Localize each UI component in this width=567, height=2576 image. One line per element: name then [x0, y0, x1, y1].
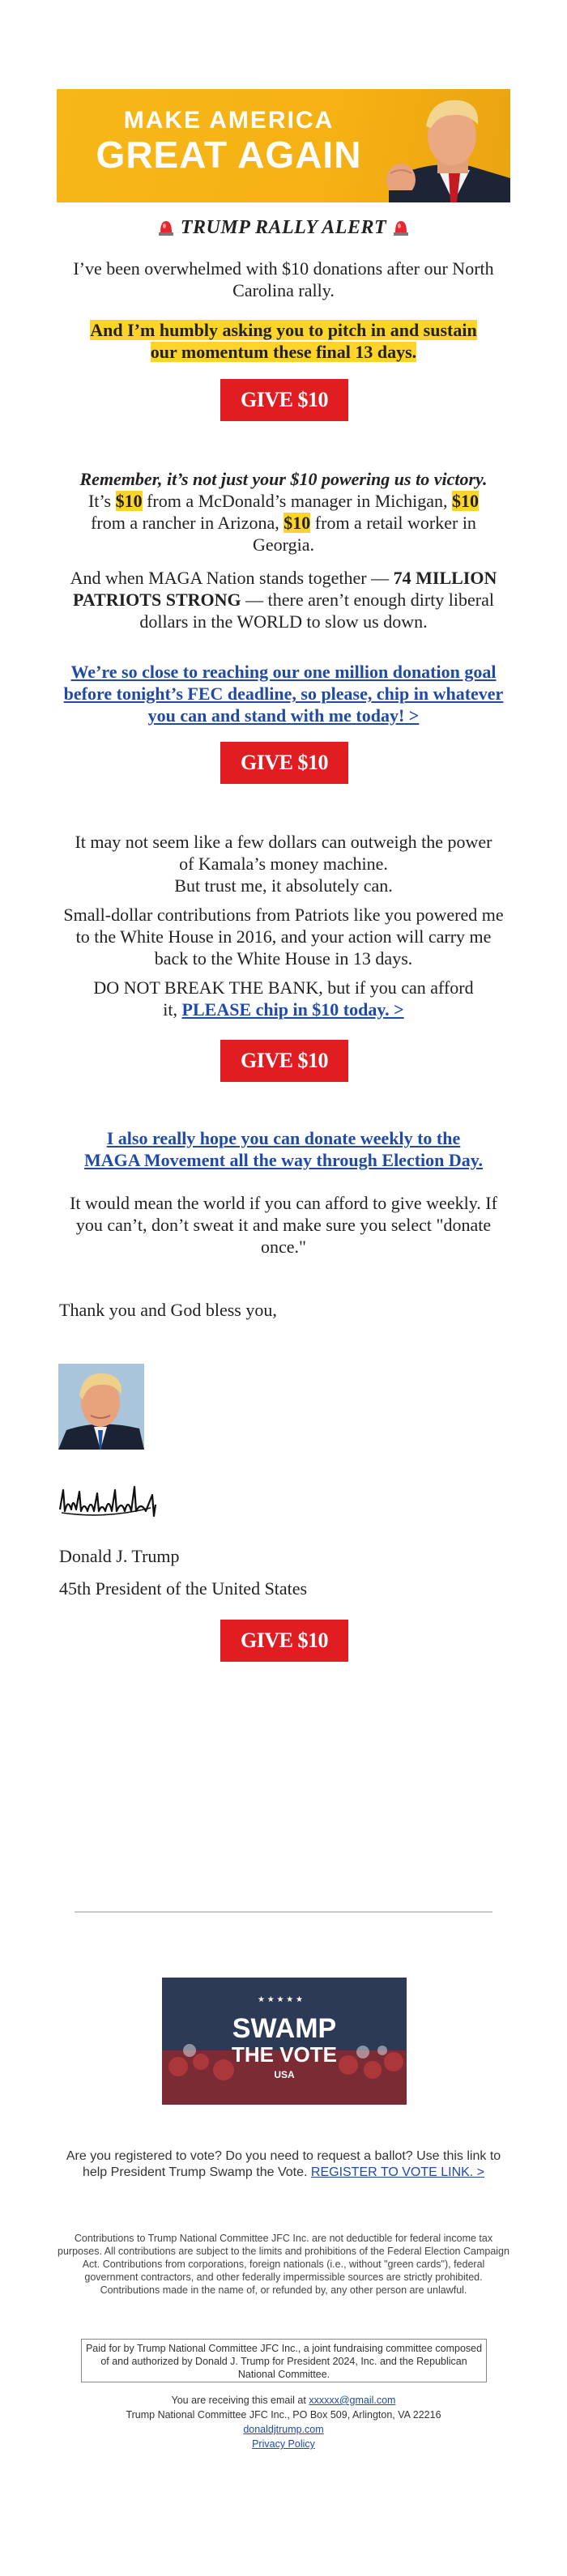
footer-divider — [75, 1911, 492, 1913]
give-weekly-paragraph: It would mean the world if you can afford to give weekly. If you can’t, don’t sweat it and make sure you select "donate once." — [70, 1193, 497, 1257]
swamp-text-line2: THE VOTE — [231, 2042, 338, 2067]
from-retail-text: from a retail worker in Georgia. — [253, 513, 476, 555]
siren-icon — [158, 218, 174, 236]
website-link[interactable]: donaldjtrump.com — [243, 2424, 324, 2435]
amount-highlight: $10 — [452, 491, 480, 511]
receiving-text: You are receiving this email at — [171, 2395, 309, 2406]
donor-examples-paragraph — [57, 490, 510, 556]
dont-break-bank-text: DO NOT BREAK THE BANK, but if you can afford it, — [93, 977, 474, 1020]
siren-icon — [393, 218, 409, 236]
its-text: It’s — [87, 491, 116, 511]
give-10-button[interactable]: GIVE $10 — [220, 379, 348, 421]
register-to-vote-paragraph — [57, 2148, 510, 2181]
dont-break-bank-paragraph — [57, 977, 510, 1020]
privacy-policy-link[interactable]: Privacy Policy — [252, 2438, 315, 2450]
trump-portrait-image — [356, 89, 510, 202]
swamp-text-line3: USA — [274, 2069, 295, 2080]
recipient-email-link[interactable]: xxxxxx@gmail.com — [309, 2395, 396, 2406]
register-to-vote-link[interactable]: REGISTER TO VOTE LINK. > — [310, 2165, 485, 2179]
kamala-text: It may not seem like a few dollars can outweigh the power of Kamala’s money machine. — [75, 832, 492, 874]
small-dollar-paragraph: Small-dollar contributions from Patriots like you powered me to the White House in 2016, and your action will carry me back to the White House in 13 days. — [63, 905, 504, 969]
hero-line1: MAKE AMERICA — [123, 107, 335, 134]
signoff-title: 45th President of the United States — [59, 1578, 308, 1599]
intro-highlight-text: And I’m humbly asking you to pitch in and sustain our momentum these final 13 days. — [90, 320, 477, 362]
signoff-name: Donald J. Trump — [59, 1546, 180, 1566]
maga-nation-text-end: — there aren’t enough dirty liberal dollars in the WORLD to slow us down. — [139, 590, 494, 632]
contact-info — [57, 2393, 510, 2451]
remember-heading: Remember, it’s not just your $10 powering us to victory. — [79, 469, 488, 489]
trump-headshot-image — [58, 1364, 144, 1450]
donation-goal-paragraph — [57, 661, 510, 726]
rally-alert-title — [57, 217, 510, 239]
svg-text:★ ★ ★ ★ ★: ★ ★ ★ ★ ★ — [258, 1995, 303, 2004]
chip-in-link[interactable]: PLEASE chip in $10 today. > — [181, 999, 404, 1020]
from-rancher-text: from a rancher in Arizona, — [91, 513, 284, 533]
amount-highlight: $10 — [115, 491, 143, 511]
paid-for-box: Paid for by Trump National Committee JFC Inc., a joint fundraising committee composed of and authorized by Donald J. Trump for President 2024, Inc. and the Republican National Committee. — [81, 2339, 487, 2382]
kamala-paragraph — [57, 831, 510, 896]
give-10-button[interactable]: GIVE $10 — [220, 742, 348, 784]
donation-goal-link[interactable]: We’re so close to reaching our one million donation goal before tonight’s FEC deadline, so please, chip in whatever you can and stand with me today! > — [63, 662, 504, 726]
legal-disclaimer: Contributions to Trump National Committee JFC Inc. are not deductible for federal income tax purposes. All contributions are subject to the limits and prohibitions of the Federal Election Campaign Act. Contributions from corporations, foreign nationals (i.e., without "green cards"), federal government contractors, and other federally impermissible sources are strictly prohibited. Contributions made in the name of, or refunded by, any other person are unlawful. — [58, 2233, 509, 2296]
weekly-donation-link[interactable]: I also really hope you can donate weekly to the MAGA Movement all the way through Election Day. — [83, 1128, 484, 1170]
patriots-strong-text: 74 MILLION PATRIOTS STRONG — [73, 568, 497, 610]
hero-text — [93, 107, 364, 175]
from-mcdonalds-text: from a McDonald’s manager in Michigan, — [142, 491, 453, 511]
intro-paragraph: I’ve been overwhelmed with $10 donations after our North Carolina rally. — [73, 258, 494, 300]
swamp-text-line1: SWAMP — [232, 2013, 337, 2044]
committee-address: Trump National Committee JFC Inc., PO Box 509, Arlington, VA 22216 — [126, 2409, 441, 2421]
receiving-line — [57, 2393, 510, 2408]
thanks-text: Thank you and God bless you, — [59, 1300, 277, 1320]
swamp-the-vote-image[interactable] — [162, 1978, 407, 2105]
weekly-donation-paragraph — [57, 1127, 510, 1171]
give-10-button[interactable]: GIVE $10 — [220, 1620, 348, 1662]
trust-me-text: But trust me, it absolutely can. — [174, 875, 393, 896]
give-10-button[interactable]: GIVE $10 — [220, 1040, 348, 1082]
trump-signature-image — [57, 1474, 162, 1531]
alert-title-text: TRUMP RALLY ALERT — [180, 217, 387, 238]
maga-nation-text-start: And when MAGA Nation stands together — — [70, 568, 394, 588]
hero-banner — [57, 89, 510, 202]
hero-line2: GREAT AGAIN — [96, 134, 362, 176]
intro-highlight-paragraph — [57, 319, 510, 363]
amount-highlight: $10 — [284, 513, 311, 533]
register-text: Are you registered to vote? Do you need to request a ballot? Use this link to help President Trump Swamp the Vote. — [66, 2149, 501, 2179]
maga-nation-paragraph — [57, 567, 510, 632]
